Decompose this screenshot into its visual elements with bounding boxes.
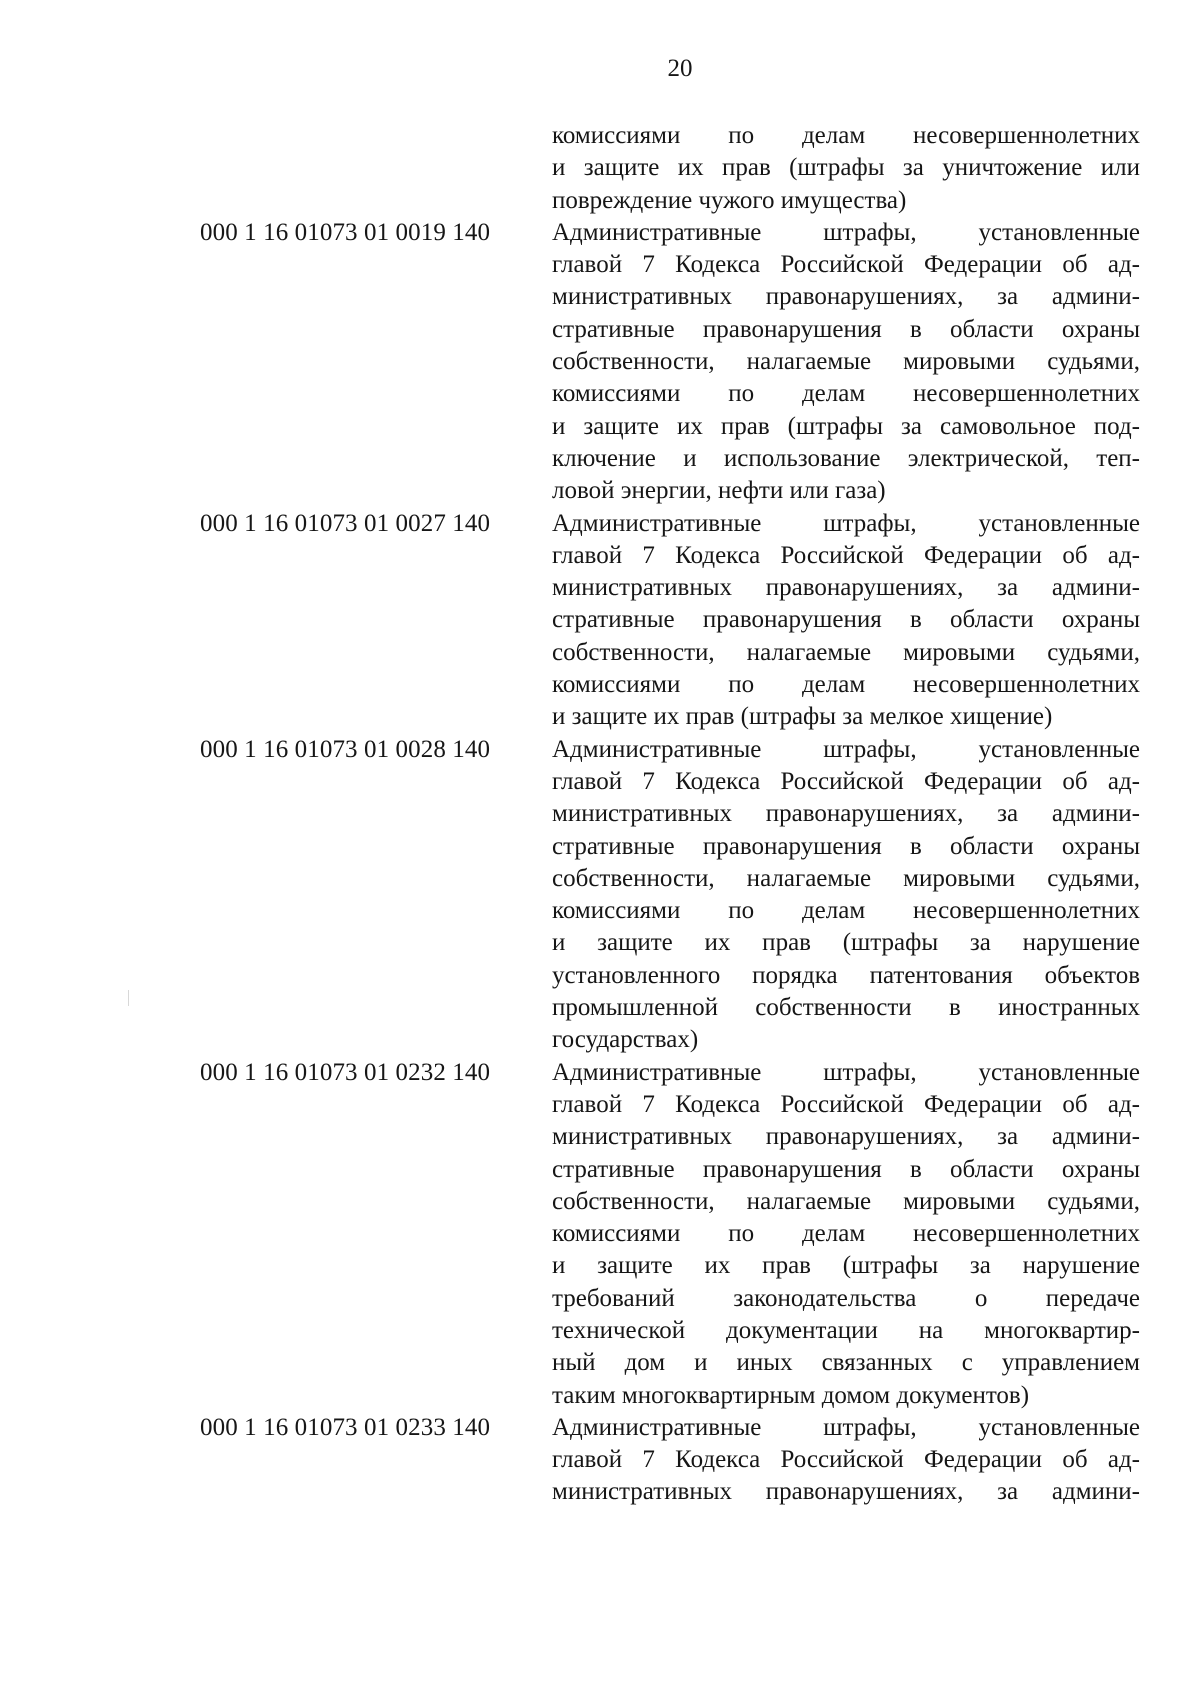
entry-row [200, 1057, 1140, 1412]
entry-code: 000 1 16 01073 01 0233 140 [200, 1413, 491, 1441]
description-line: ключение и использование электрической, теп- [552, 444, 1140, 472]
entry-description [552, 217, 1140, 508]
entry-row [200, 1412, 1140, 1509]
description-line: ловой энергии, нефти или газа) [552, 477, 886, 505]
description-line: собственности, налагаемые мировыми судьями, [552, 638, 1140, 666]
description-line: технической документации на многоквартир- [552, 1316, 1140, 1344]
description-line: и защите их прав (штрафы за уничтожение или [552, 154, 1140, 182]
description-line: Административные штрафы, установленные [552, 1413, 1140, 1441]
description-line: комиссиями по делам несовершеннолетних [552, 671, 1140, 699]
description-line: требований законодательства о передаче [552, 1284, 1140, 1312]
description-line: стративные правонарушения в области охраны [552, 1155, 1140, 1183]
entry-code: 000 1 16 01073 01 0027 140 [200, 509, 491, 537]
description-line: таким многоквартирным домом документов) [552, 1381, 1030, 1409]
description-line: повреждение чужого имущества) [552, 186, 907, 214]
page-number: 20 [667, 55, 693, 82]
description-line: стративные правонарушения в области охраны [552, 606, 1140, 634]
description-line: ный дом и иных связанных с управлением [552, 1349, 1140, 1377]
description-line: государствах) [552, 1026, 699, 1054]
continuation-row [200, 120, 1140, 217]
description-line: комиссиями по делам несовершеннолетних [552, 897, 1140, 925]
entry-row [200, 508, 1140, 734]
description-line: стративные правонарушения в области охраны [552, 315, 1140, 343]
description-line: и защите их прав (штрафы за мелкое хищение) [552, 703, 1053, 731]
description-line: министративных правонарушениях, за админи- [552, 283, 1140, 311]
description-line: главой 7 Кодекса Российской Федерации об ад- [552, 251, 1140, 279]
document-table [200, 120, 1140, 1509]
description-line: министративных правонарушениях, за админи- [552, 800, 1140, 828]
description-line: министративных правонарушениях, за админи- [552, 1123, 1140, 1151]
description-line: комиссиями по делам несовершеннолетних [552, 122, 1140, 149]
description-line: главой 7 Кодекса Российской Федерации об ад- [552, 1446, 1140, 1474]
scan-artifact [128, 990, 129, 1006]
description-line: и защите их прав (штрафы за самовольное под- [552, 412, 1140, 440]
description-line: комиссиями по делам несовершеннолетних [552, 380, 1140, 408]
description-line: комиссиями по делам несовершеннолетних [552, 1220, 1140, 1248]
description-line: и защите их прав (штрафы за нарушение [552, 1252, 1140, 1280]
entry-code: 000 1 16 01073 01 0019 140 [200, 218, 491, 246]
description-line: Административные штрафы, установленные [552, 735, 1140, 763]
description-line: установленного порядка патентования объектов [552, 961, 1140, 989]
description-line: министративных правонарушениях, за админи- [552, 1478, 1140, 1506]
description-line: собственности, налагаемые мировыми судьями, [552, 864, 1140, 892]
entry-description [552, 120, 1140, 217]
entry-code: 000 1 16 01073 01 0232 140 [200, 1058, 491, 1086]
description-line: Административные штрафы, установленные [552, 218, 1140, 246]
entry-row [200, 734, 1140, 1057]
description-line: главой 7 Кодекса Российской Федерации об ад- [552, 767, 1140, 795]
description-line: и защите их прав (штрафы за нарушение [552, 929, 1140, 957]
description-line: Административные штрафы, установленные [552, 1058, 1140, 1086]
description-line: министративных правонарушениях, за админи- [552, 574, 1140, 602]
entry-description [552, 734, 1140, 1057]
description-line: стративные правонарушения в области охраны [552, 832, 1140, 860]
description-line: собственности, налагаемые мировыми судьями, [552, 348, 1140, 376]
description-line: Административные штрафы, установленные [552, 509, 1140, 537]
description-line: главой 7 Кодекса Российской Федерации об ад- [552, 1090, 1140, 1118]
description-line: собственности, налагаемые мировыми судьями, [552, 1187, 1140, 1215]
entry-description [552, 1412, 1140, 1509]
entry-code: 000 1 16 01073 01 0028 140 [200, 735, 491, 763]
description-line: промышленной собственности в иностранных [552, 994, 1140, 1022]
entry-description [552, 1057, 1140, 1412]
entry-description [552, 508, 1140, 734]
entry-row [200, 217, 1140, 508]
description-line: главой 7 Кодекса Российской Федерации об ад- [552, 541, 1140, 569]
